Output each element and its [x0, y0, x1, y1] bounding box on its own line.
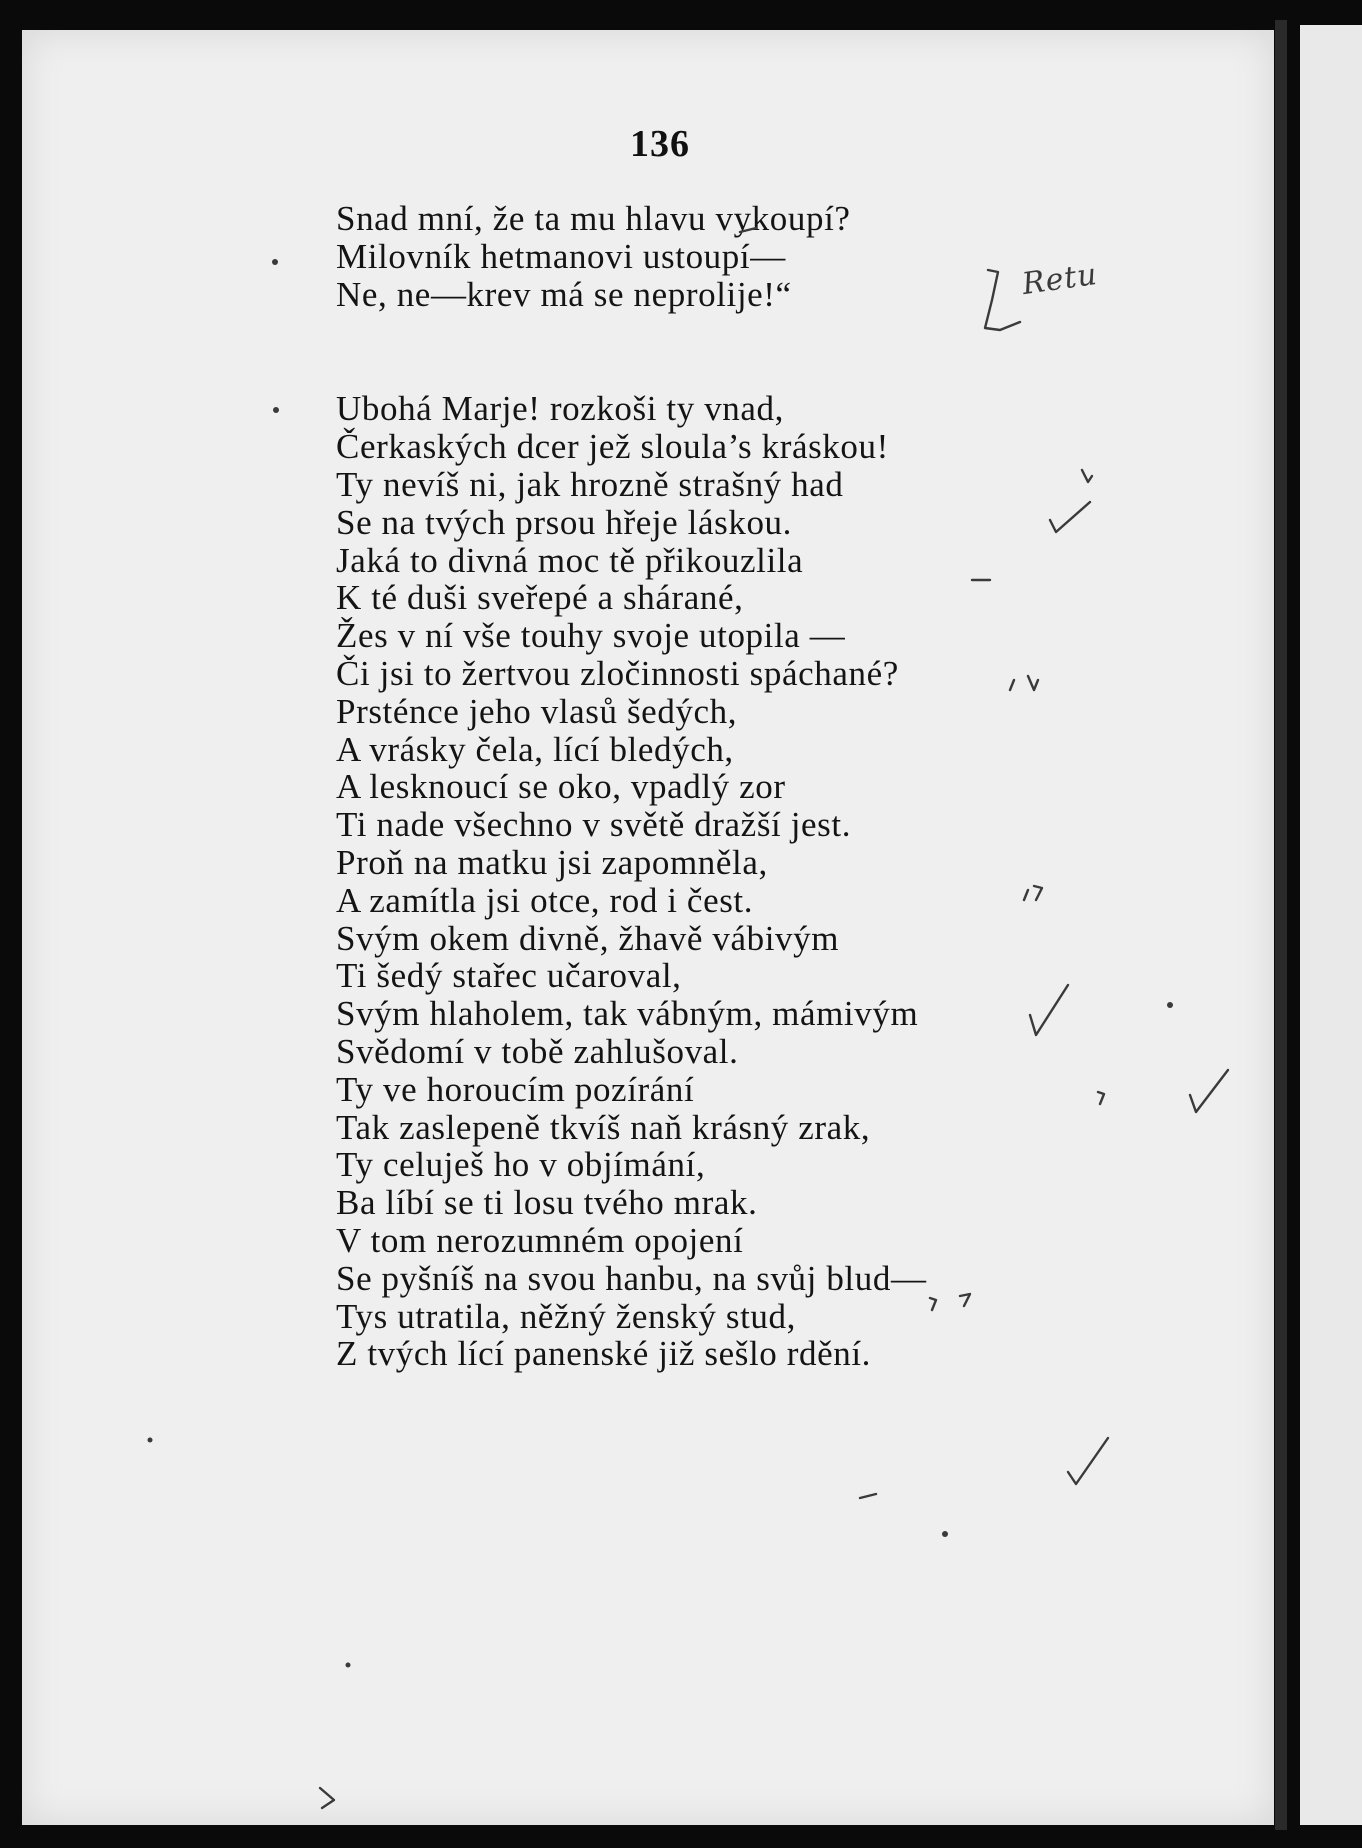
- poem-line: Ba líbí se ti losu tvého mrak.: [336, 1183, 758, 1223]
- poem-line: Tak zaslepeně tkvíš naň krásný zrak,: [336, 1107, 871, 1147]
- poem-line: Tys utratila, něžný ženský stud,: [336, 1296, 796, 1336]
- poem-text: [336, 200, 1156, 1373]
- poem-line: Čerkaských dcer jež sloula’s kráskou!: [336, 427, 889, 467]
- page-number: 136: [630, 123, 690, 165]
- poem-line: A vrásky čela, lící bledých,: [336, 729, 734, 769]
- poem-line: Proň na matku jsi zapomněla,: [336, 842, 768, 882]
- poem-line: Svým hlaholem, tak vábným, mámivým: [336, 994, 919, 1034]
- poem-line: Ti nade všechno v světě dražší jest.: [336, 805, 852, 845]
- poem-line: Milovník hetmanovi ustoupí—: [336, 236, 786, 276]
- poem-line: Se pyšníš na svou hanbu, na svůj blud—: [336, 1258, 927, 1298]
- stanza-2: [336, 390, 1156, 1373]
- poem-line: A zamítla jsi otce, rod i čest.: [336, 880, 754, 920]
- poem-line: V tom nerozumném opojení: [336, 1220, 744, 1260]
- poem-line: Ty celuješ ho v objímání,: [336, 1145, 706, 1185]
- poem-line: Prsténce jeho vlasů šedých,: [336, 691, 738, 731]
- book-gutter-shadow: [1275, 20, 1287, 1830]
- handwritten-margin-note: Retu: [1019, 256, 1100, 303]
- poem-line: K té duši sveřepé a shárané,: [336, 578, 744, 618]
- poem-line: Z tvých lící panenské již sešlo rdění.: [336, 1334, 872, 1374]
- poem-line: Svědomí v tobě zahlušoval.: [336, 1031, 739, 1071]
- poem-line: Ti šedý stařec učaroval,: [336, 956, 682, 996]
- poem-line: Snad mní, že ta mu hlavu vykoupí?: [336, 199, 851, 238]
- poem-line: A lesknoucí se oko, vpadlý zor: [336, 767, 786, 807]
- poem-line: Ty nevíš ni, jak hrozně strašný had: [336, 464, 844, 504]
- poem-line: Ty ve horoucím pozírání: [336, 1069, 695, 1109]
- poem-line: Ne, ne—krev má se neprolije!“: [336, 274, 792, 314]
- poem-line: Žes v ní vše touhy svoje utopila —: [336, 616, 846, 656]
- poem-line: Svým okem divně, žhavě vábivým: [336, 918, 840, 958]
- poem-line: Se na tvých prsou hřeje láskou.: [336, 502, 792, 542]
- poem-line: Či jsi to žertvou zločinnosti spáchané?: [336, 653, 899, 693]
- poem-line: Ubohá Marje! rozkoši ty vnad,: [336, 389, 784, 429]
- poem-line: Jaká to divná moc tě přikouzlila: [336, 540, 804, 580]
- adjacent-page-edge: [1300, 25, 1362, 1825]
